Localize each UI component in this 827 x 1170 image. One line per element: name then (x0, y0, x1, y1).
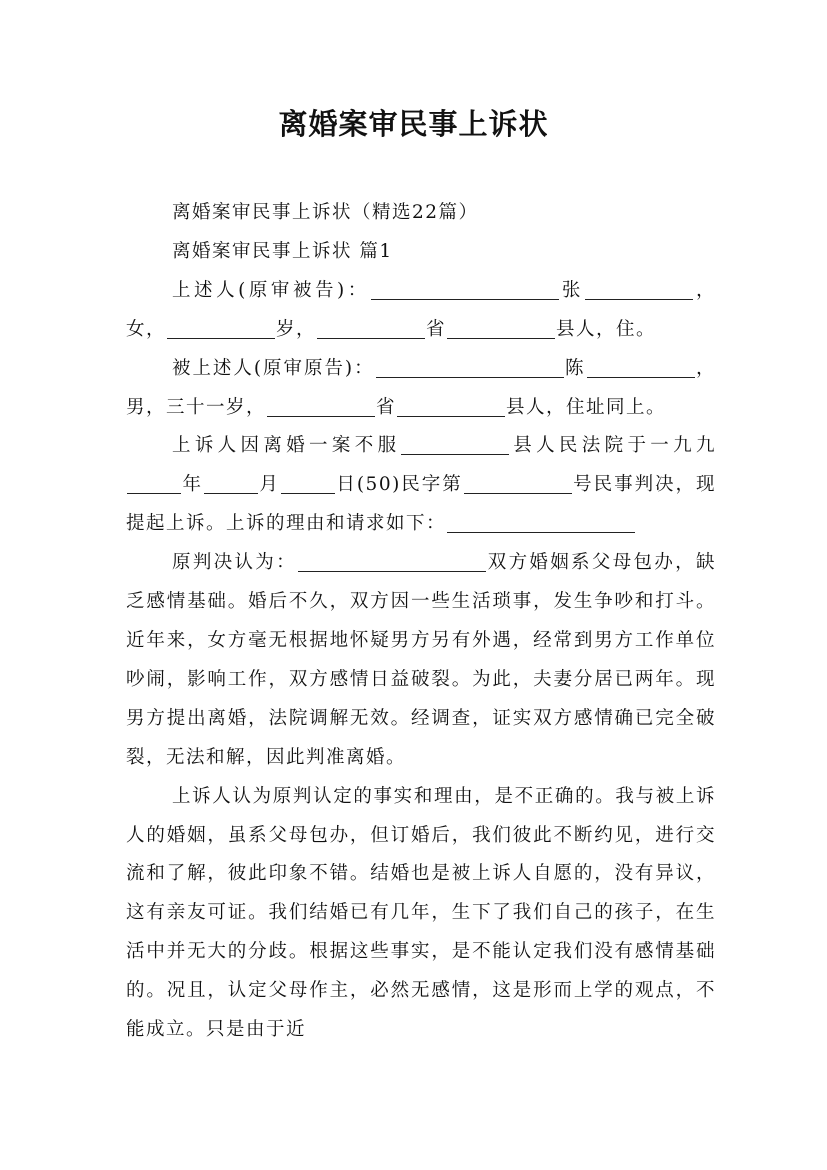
appellant-surname: 张 (559, 279, 584, 301)
ruling-text2: 双方婚姻系父母包办，缺乏感情基础。婚后不久，双方因一些生活琐事，发生争吵和打斗。近年来，女方毫无根据地怀疑男方另有外遇，经常到男方工作单位吵闹，影响工作，双方感情日益破裂。为此，夫妻分居已两年。现男方提出离婚，法院调解无效。经调查，证实双方感情确已完全破裂，无法和解，因此判准离婚。 (126, 552, 716, 768)
blank-field (317, 316, 425, 339)
appellant-county-tail: 县人，住。 (556, 318, 657, 340)
appellant-label: 上述人(原审被告)： (172, 279, 370, 301)
section-heading-text: 离婚案审民事上诉状 篇1 (172, 240, 393, 262)
appellant-age-unit: 岁， (276, 318, 317, 340)
appellee-line2-start: 男，三十一岁， (126, 396, 267, 418)
subtitle-text: 离婚案审民事上诉状（精选22篇） (172, 202, 479, 223)
appellee-surname: 陈 (564, 357, 586, 379)
appellee-county-tail: 县人，住址同上。 (506, 396, 667, 418)
case-paragraph (126, 427, 716, 544)
appellant-gender: 女， (126, 318, 167, 340)
appellee-label: 被上述人(原审原告)： (172, 357, 375, 379)
blank-field (167, 316, 275, 339)
blank-field (585, 277, 693, 300)
blank-field (281, 471, 335, 494)
blank-field (127, 471, 181, 494)
blank-field (464, 471, 572, 494)
blank-field (376, 355, 564, 378)
section-heading (126, 233, 716, 272)
ruling-text1: 原判决认为： (172, 552, 297, 574)
blank-field (204, 471, 258, 494)
blank-field (397, 394, 505, 417)
document-title: 离婚案审民事上诉状 (278, 107, 549, 141)
blank-field (587, 355, 695, 378)
argument-paragraph (126, 778, 716, 1050)
blank-field (447, 510, 635, 533)
case-judgment: 号民事判决，现提起上诉。上诉的理由和请求如下： (126, 474, 716, 535)
case-text1: 上诉人因离婚一案不服 (172, 435, 401, 457)
appellant-province-unit: 省 (426, 318, 447, 340)
document-body (126, 194, 716, 1050)
appellee-paragraph (126, 350, 716, 428)
blank-field (447, 316, 555, 339)
blank-field (371, 277, 559, 300)
appellant-paragraph: 上述人(原审被告)： 张 ，女， 岁， 省 县人，住。 (126, 272, 716, 350)
argument-text: 上诉人认为原判认定的事实和理由，是不正确的。我与被上诉人的婚姻，虽系父母包办，但订婚后，我们彼此不断约见，进行交流和了解，彼此印象不错。结婚也是被上诉人自愿的，没有异议，这有亲友可证。我们结婚已有几年，生下了我们自己的孩子，在生活中并无大的分歧。根据这些事实，是不能认定我们没有感情基础的。况且，认定父母作主，必然无感情，这是形而上学的观点，不能成立。只是由于近 (126, 785, 716, 1041)
appellee-province-unit: 省 (376, 396, 397, 418)
blank-field (401, 432, 509, 455)
case-day: 日(50)民字第 (335, 474, 463, 496)
case-year: 年 (182, 474, 203, 496)
ruling-paragraph (126, 544, 716, 777)
case-month: 月 (258, 474, 280, 496)
blank-field (267, 394, 375, 417)
blank-field (298, 549, 486, 572)
subtitle (126, 194, 716, 233)
case-text2: 县人民法院于一九九 (510, 435, 716, 457)
appellee-comma: ， (695, 357, 716, 379)
